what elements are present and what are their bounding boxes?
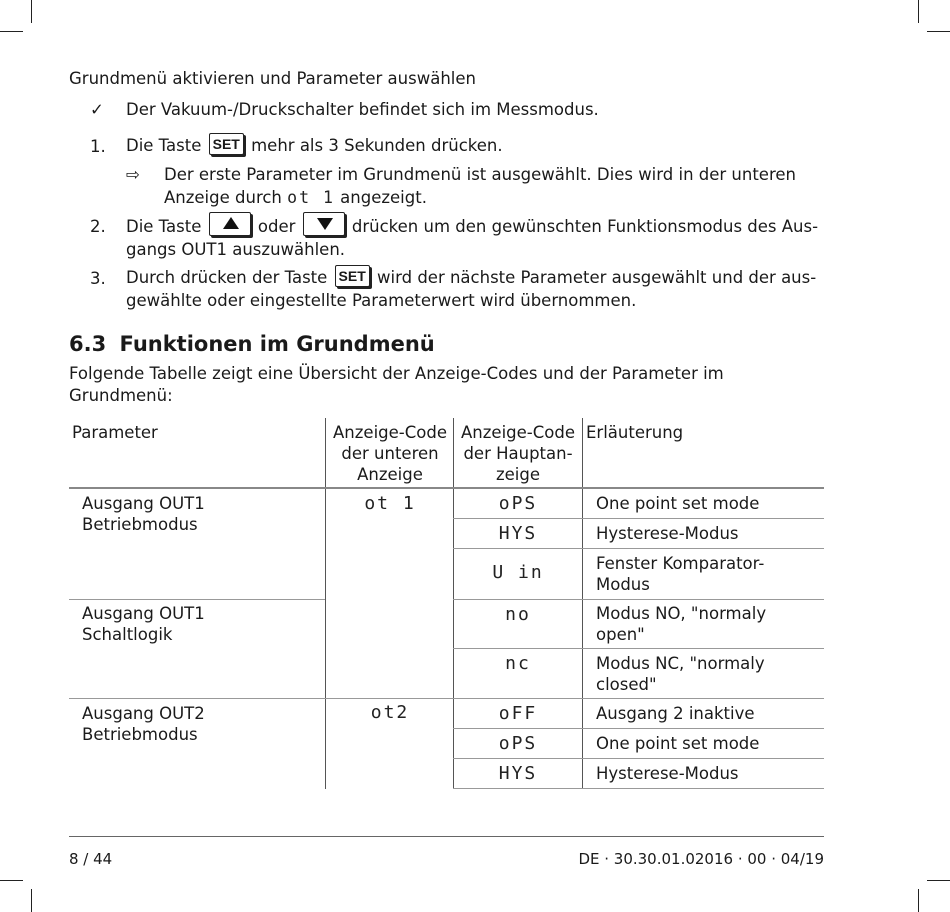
header-main-code — [456, 422, 580, 485]
header-main-line: Anzeige-Code — [461, 423, 575, 442]
header-explanation: Erläuterung — [586, 423, 684, 442]
crop-mark — [918, 889, 919, 912]
explanation-line: Fenster Komparator- — [596, 554, 765, 573]
column-divider — [325, 489, 326, 789]
main-code: oPS — [498, 733, 538, 754]
row-rule — [453, 758, 824, 759]
chapter-heading — [69, 330, 435, 358]
param-line: Ausgang OUT1 — [82, 604, 205, 623]
lower-code: ot2 — [370, 702, 410, 723]
down-arrow-icon — [303, 212, 345, 236]
row-rule — [69, 599, 325, 600]
explanation-line: Hysterese-Modus — [596, 764, 739, 783]
main-code: no — [505, 604, 531, 625]
param-line: Ausgang OUT1 — [82, 494, 205, 513]
intro-line2: Grundmenü: — [69, 386, 173, 405]
explanation-line: Modus NC, "normaly — [596, 654, 765, 673]
result-pre: Anzeige durch — [164, 188, 282, 207]
step-number: 2. — [90, 217, 106, 236]
crop-mark — [918, 0, 919, 23]
param-line: Schaltlogik — [82, 625, 173, 644]
column-divider — [453, 489, 454, 789]
crop-mark — [927, 31, 950, 32]
main-code: nc — [505, 653, 531, 674]
explanation-line: Hysterese-Modus — [596, 524, 739, 543]
explanation-line: closed" — [596, 675, 657, 694]
explanation-cell — [596, 603, 766, 645]
crop-mark — [927, 880, 950, 881]
crop-mark — [31, 0, 32, 23]
chapter-title: Funktionen im Grundmenü — [119, 332, 435, 356]
chapter-number: 6.3 — [69, 332, 107, 356]
intro-line1: Folgende Tabelle zeigt eine Übersicht der Anzeige-Codes und der Parameter im — [69, 364, 724, 383]
page-number: 8 / 44 — [69, 850, 113, 868]
header-lower-line: der unteren — [341, 444, 439, 463]
section-heading: Grundmenü aktivieren und Parameter auswählen — [69, 69, 476, 88]
result-post: angezeigt. — [340, 188, 427, 207]
crop-mark — [0, 31, 23, 32]
explanation-line: Modus — [596, 575, 650, 594]
explanation-cell — [596, 653, 765, 695]
row-rule — [453, 599, 824, 600]
explanation-line: open" — [596, 625, 645, 644]
footer-rule — [69, 836, 824, 837]
step1-pre: Die Taste — [126, 136, 202, 155]
step2-line1 — [126, 212, 818, 242]
row-rule — [453, 648, 824, 649]
header-divider — [582, 418, 583, 488]
row-rule — [453, 548, 824, 549]
step2-line2: gangs OUT1 auszuwählen. — [126, 240, 346, 259]
param-cell — [82, 493, 205, 535]
lower-code: ot 1 — [364, 493, 416, 514]
header-main-line: der Hauptan- — [463, 444, 573, 463]
param-line: Betriebmodus — [82, 725, 198, 744]
explanation-line: One point set mode — [596, 494, 760, 513]
header-divider — [453, 418, 454, 488]
crop-mark — [0, 880, 23, 881]
step-number: 3. — [90, 269, 106, 288]
header-parameter: Parameter — [72, 423, 158, 442]
header-rule — [69, 487, 824, 489]
result-line2 — [164, 187, 427, 209]
param-cell — [82, 703, 205, 745]
main-code: HYS — [498, 523, 538, 544]
main-code: oPS — [498, 493, 538, 514]
main-code: HYS — [498, 763, 538, 784]
row-rule — [69, 698, 824, 699]
header-lower-line: Anzeige — [357, 465, 423, 484]
explanation-cell — [596, 553, 764, 595]
step3-post: wird der nächste Parameter ausgewählt und der aus- — [377, 268, 817, 287]
step1-text — [126, 131, 503, 161]
explanation-cell — [596, 763, 739, 784]
set-key-icon: SET — [209, 133, 244, 155]
explanation-cell — [596, 703, 755, 724]
step3-line2: gewählte oder eingestellte Parameterwert wird übernommen. — [126, 291, 637, 310]
header-lower-code — [328, 422, 452, 485]
main-code: U in — [492, 562, 544, 583]
step2-post: drücken um den gewünschten Funktionsmodus des Aus- — [351, 217, 819, 236]
explanation-cell — [596, 523, 739, 544]
header-main-line: zeige — [495, 465, 541, 484]
display-code: ot 1 — [287, 188, 335, 207]
column-divider — [582, 489, 583, 789]
step2-pre: Die Taste — [126, 217, 202, 236]
result-line1: Der erste Parameter im Grundmenü ist ausgewählt. Dies wird in der unteren — [164, 165, 796, 184]
explanation-cell — [596, 493, 759, 514]
row-rule — [453, 728, 824, 729]
crop-mark — [31, 889, 32, 912]
document-reference: DE · 30.30.01.02016 · 00 · 04/19 — [578, 850, 824, 868]
set-key-icon: SET — [335, 265, 370, 287]
up-arrow-icon — [209, 212, 251, 236]
row-rule — [453, 788, 824, 789]
row-rule — [453, 518, 824, 519]
result-arrow-icon: ⇨ — [126, 165, 140, 184]
explanation-cell — [596, 733, 759, 754]
explanation-line: One point set mode — [596, 734, 760, 753]
param-line: Betriebmodus — [82, 515, 198, 534]
check-icon: ✓ — [90, 100, 104, 119]
header-lower-line: Anzeige-Code — [333, 423, 447, 442]
header-divider — [325, 418, 326, 488]
step3-line1 — [126, 263, 816, 293]
step3-pre: Durch drücken der Taste — [126, 268, 328, 287]
param-cell — [82, 603, 205, 645]
main-code: oFF — [498, 703, 538, 724]
step-number: 1. — [90, 137, 106, 156]
explanation-line: Modus NO, "normaly — [596, 604, 767, 623]
explanation-line: Ausgang 2 inaktive — [596, 704, 755, 723]
prereq-text: Der Vakuum-/Druckschalter befindet sich im Messmodus. — [126, 100, 599, 119]
step2-mid: oder — [257, 217, 296, 236]
step1-post: mehr als 3 Sekunden drücken. — [251, 136, 503, 155]
param-line: Ausgang OUT2 — [82, 704, 205, 723]
